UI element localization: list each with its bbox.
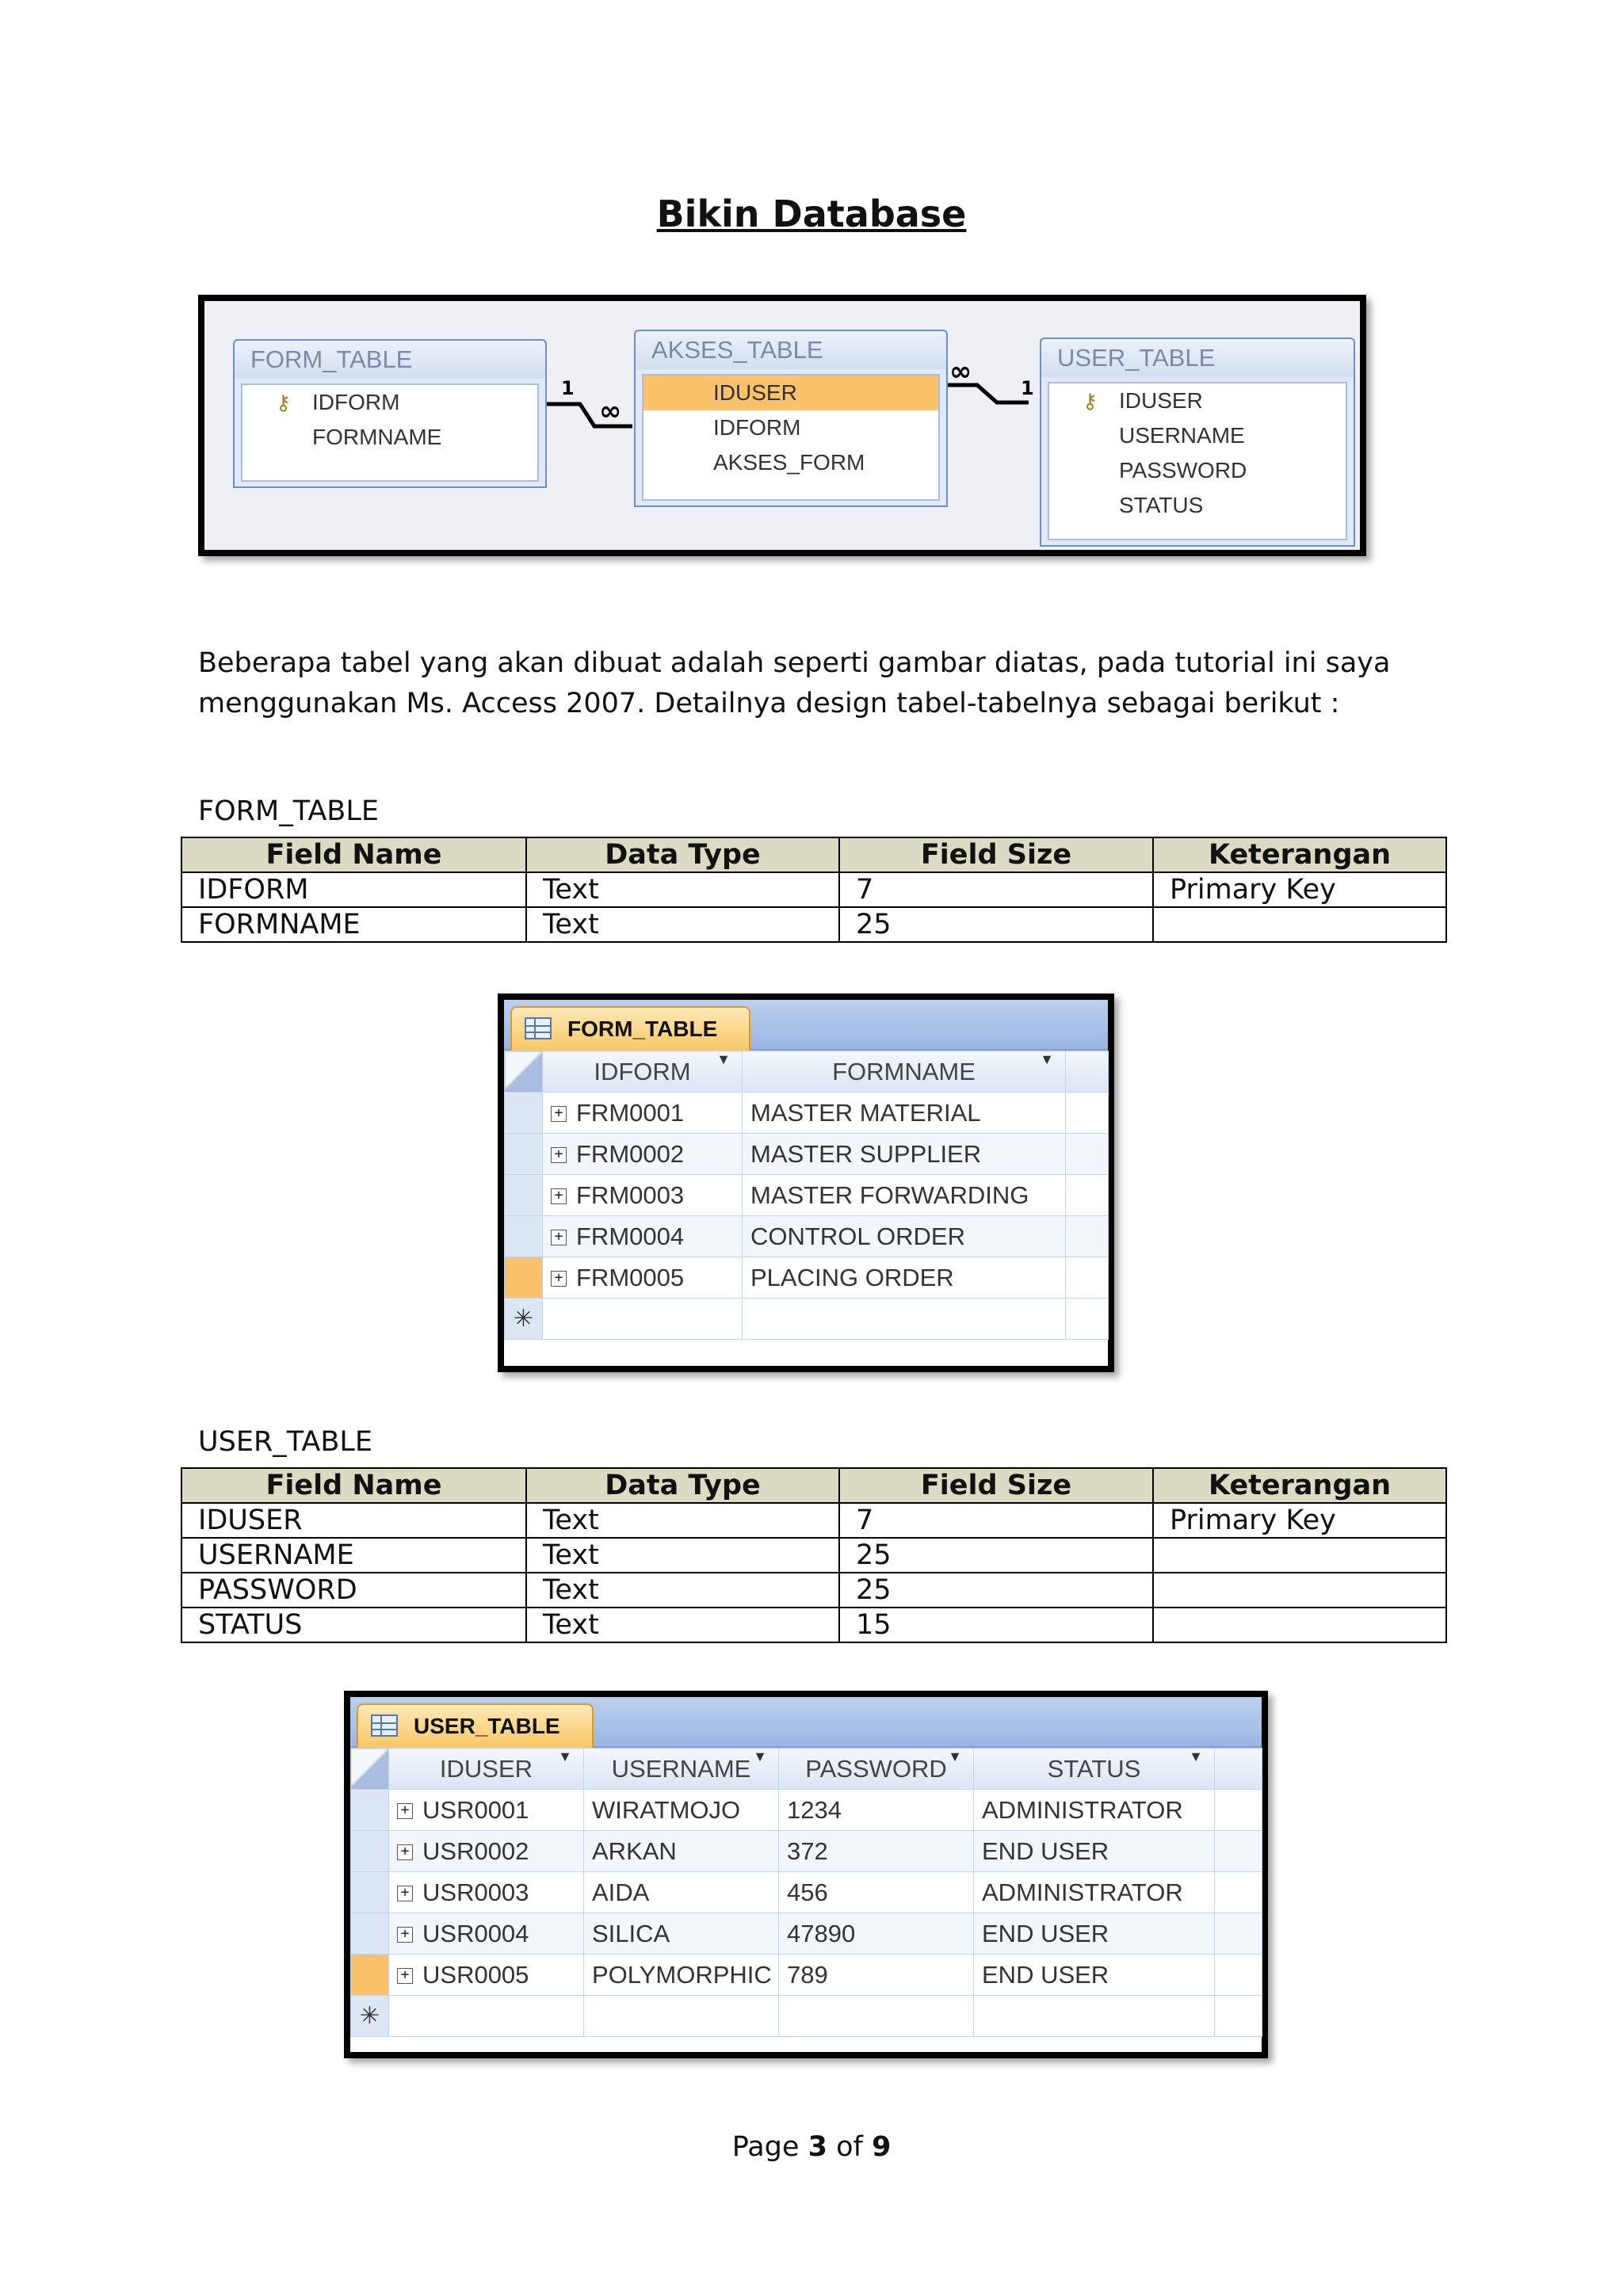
datasheet-cell[interactable]: + USR0001	[389, 1790, 584, 1831]
column-header-username[interactable]: USERNAME ▼	[584, 1749, 779, 1790]
datasheet-tabbar	[350, 1697, 1262, 1748]
header-spacer	[1066, 1051, 1109, 1093]
datasheet-cell[interactable]: MASTER FORWARDING	[743, 1175, 1066, 1216]
datasheet-cell[interactable]: + FRM0001	[543, 1093, 743, 1134]
column-header-status[interactable]: STATUS ▼	[974, 1749, 1215, 1790]
table-cell: USERNAME	[181, 1538, 526, 1573]
row-selector[interactable]	[505, 1175, 543, 1216]
total-page-number: 9	[871, 2131, 892, 2163]
datasheet-cell-empty[interactable]	[389, 1996, 584, 2037]
user-table-design	[181, 1467, 1447, 1643]
datasheet-cell[interactable]: END USER	[974, 1913, 1215, 1955]
relation-one-label: 1	[1021, 377, 1034, 399]
datasheet-cell[interactable]: 456	[779, 1872, 974, 1913]
datasheet-row	[505, 1216, 1109, 1257]
datasheet-cell[interactable]: END USER	[974, 1831, 1215, 1872]
datasheet-cell-empty	[1215, 1831, 1262, 1872]
diagram-field: AKSES_FORM	[713, 450, 865, 475]
datasheet-cell[interactable]: MASTER SUPPLIER	[743, 1134, 1066, 1175]
datasheet-row	[505, 1134, 1109, 1175]
table-cell: Primary Key	[1153, 872, 1446, 907]
datasheet-cell-empty[interactable]	[974, 1996, 1215, 2037]
diagram-user-table[interactable]	[1040, 338, 1355, 547]
datasheet-cell-empty	[1066, 1216, 1109, 1257]
column-header: Data Type	[526, 837, 839, 872]
table-cell: 15	[839, 1608, 1153, 1642]
diagram-form-table[interactable]	[233, 339, 547, 488]
key-icon: ⚷	[276, 391, 292, 414]
table-cell: FORMNAME	[181, 907, 526, 942]
datasheet-row	[351, 1831, 1262, 1872]
table-cell: IDUSER	[181, 1503, 526, 1538]
table-cell: STATUS	[181, 1608, 526, 1642]
table-cell	[1153, 1573, 1446, 1608]
diagram-table-title: AKSES_TABLE	[636, 331, 946, 369]
select-all-corner[interactable]	[505, 1051, 543, 1093]
expand-icon[interactable]: +	[397, 1803, 413, 1819]
datasheet-cell[interactable]: 47890	[779, 1913, 974, 1955]
relation-one-label: 1	[561, 377, 575, 399]
relation-many-label: ∞	[599, 395, 622, 427]
datasheet-cell[interactable]: + USR0003	[389, 1872, 584, 1913]
datasheet-cell-empty[interactable]	[779, 1996, 974, 2037]
diagram-field: ⚷ IDUSER	[1049, 383, 1346, 418]
table-row	[181, 1608, 1446, 1642]
dropdown-arrow-icon: ▼	[1040, 1051, 1054, 1067]
diagram-akses-table[interactable]	[634, 330, 948, 507]
expand-icon[interactable]: +	[551, 1106, 567, 1122]
datasheet-header-row	[505, 1051, 1109, 1093]
column-header-iduser[interactable]: IDUSER ▼	[389, 1749, 584, 1790]
datasheet-row	[505, 1175, 1109, 1216]
datasheet-cell[interactable]: + FRM0002	[543, 1134, 743, 1175]
datasheet-new-row	[351, 1996, 1262, 2037]
table-cell: IDFORM	[181, 872, 526, 907]
datasheet-cell[interactable]: POLYMORPHIC	[584, 1955, 779, 1996]
column-header: Field Name	[181, 1468, 526, 1503]
table-header-row	[181, 837, 1446, 872]
column-header: Field Size	[839, 837, 1153, 872]
datasheet-cell[interactable]: MASTER MATERIAL	[743, 1093, 1066, 1134]
table-cell: 25	[839, 907, 1153, 942]
table-cell: Primary Key	[1153, 1503, 1446, 1538]
row-selector-current[interactable]	[351, 1955, 389, 1996]
page-title: Bikin Database	[656, 193, 967, 235]
row-selector-current[interactable]	[505, 1257, 543, 1299]
column-header-password[interactable]: PASSWORD ▼	[779, 1749, 974, 1790]
table-cell: Text	[526, 907, 839, 942]
column-header: Field Size	[839, 1468, 1153, 1503]
datasheet-cell[interactable]: ADMINISTRATOR	[974, 1872, 1215, 1913]
table-cell: Text	[526, 1503, 839, 1538]
user-table-label: USER_TABLE	[198, 1426, 372, 1458]
datasheet-cell[interactable]: 789	[779, 1955, 974, 1996]
datasheet-cell[interactable]: SILICA	[584, 1913, 779, 1955]
form-datasheet	[498, 994, 1114, 1372]
column-header-formname[interactable]: FORMNAME ▼	[743, 1051, 1066, 1093]
datasheet-new-row	[505, 1299, 1109, 1340]
diagram-field: PASSWORD	[1119, 458, 1247, 482]
diagram-field: USERNAME	[1119, 423, 1245, 448]
dropdown-arrow-icon: ▼	[948, 1749, 962, 1764]
dropdown-arrow-icon: ▼	[1189, 1749, 1203, 1764]
row-selector[interactable]	[505, 1216, 543, 1257]
table-row	[181, 1538, 1446, 1573]
expand-icon[interactable]: +	[397, 1968, 413, 1984]
table-icon	[525, 1017, 552, 1039]
diagram-field: ⚷ IDFORM	[242, 385, 537, 420]
row-selector[interactable]	[505, 1134, 543, 1175]
column-header: Data Type	[526, 1468, 839, 1503]
expand-icon[interactable]: +	[551, 1147, 567, 1163]
page-footer	[0, 2131, 1623, 2163]
table-cell: 7	[839, 1503, 1153, 1538]
table-row	[181, 872, 1446, 907]
datasheet-row-current	[351, 1955, 1262, 1996]
dropdown-arrow-icon: ▼	[753, 1749, 767, 1764]
expand-icon[interactable]: +	[551, 1271, 567, 1287]
relationship-diagram	[198, 295, 1366, 556]
expand-icon[interactable]: +	[397, 1844, 413, 1860]
footer-of: of	[836, 2131, 863, 2163]
datasheet-cell-empty	[1066, 1257, 1109, 1299]
new-record-icon[interactable]: ✳	[351, 1996, 389, 2037]
form-table-label: FORM_TABLE	[198, 795, 379, 827]
dropdown-arrow-icon: ▼	[716, 1051, 731, 1067]
diagram-field: IDFORM	[713, 415, 801, 440]
relation-line-akses-user	[940, 385, 1029, 402]
row-selector[interactable]	[351, 1790, 389, 1831]
datasheet-tabbar	[504, 1000, 1108, 1051]
expand-icon[interactable]: +	[551, 1230, 567, 1245]
current-page-number: 3	[808, 2131, 827, 2163]
datasheet-row-current	[505, 1257, 1109, 1299]
datasheet-cell[interactable]: + FRM0004	[543, 1216, 743, 1257]
row-selector[interactable]	[505, 1093, 543, 1134]
diagram-table-title: FORM_TABLE	[235, 341, 545, 379]
datasheet-cell-empty[interactable]	[584, 1996, 779, 2037]
datasheet-cell[interactable]: + USR0004	[389, 1913, 584, 1955]
row-selector[interactable]	[351, 1831, 389, 1872]
diagram-field: IDUSER	[643, 376, 938, 410]
dropdown-arrow-icon: ▼	[558, 1749, 572, 1764]
datasheet-cell[interactable]: CONTROL ORDER	[743, 1216, 1066, 1257]
datasheet-grid	[350, 1748, 1262, 2037]
datasheet-cell[interactable]: + USR0005	[389, 1955, 584, 1996]
table-header-row	[181, 1468, 1446, 1503]
table-cell: Text	[526, 1538, 839, 1573]
datasheet-row	[351, 1872, 1262, 1913]
tab-form-table[interactable]: FORM_TABLE	[510, 1006, 750, 1051]
datasheet-cell-empty	[1215, 1790, 1262, 1831]
expand-icon[interactable]: +	[397, 1927, 413, 1943]
paragraph-line: menggunakan Ms. Access 2007. Detailnya design tabel-tabelnya sebagai berikut :	[198, 688, 1340, 719]
datasheet-cell-empty	[1215, 1955, 1262, 1996]
table-cell: PASSWORD	[181, 1573, 526, 1608]
expand-icon[interactable]: +	[397, 1886, 413, 1901]
datasheet-row	[351, 1913, 1262, 1955]
table-cell	[1153, 907, 1446, 942]
datasheet-cell[interactable]: 372	[779, 1831, 974, 1872]
diagram-table-title: USER_TABLE	[1041, 339, 1354, 377]
user-datasheet	[344, 1691, 1268, 2058]
datasheet-grid	[504, 1051, 1109, 1340]
form-table-design	[181, 837, 1447, 943]
table-cell	[1153, 1538, 1446, 1573]
table-cell	[1153, 1608, 1446, 1642]
diagram-field: STATUS	[1119, 493, 1204, 517]
table-row	[181, 907, 1446, 942]
datasheet-cell-empty	[1066, 1299, 1109, 1340]
datasheet-cell-empty[interactable]	[743, 1299, 1066, 1340]
datasheet-row	[351, 1790, 1262, 1831]
table-icon	[371, 1714, 398, 1737]
datasheet-cell-empty	[1066, 1093, 1109, 1134]
table-cell: Text	[526, 1573, 839, 1608]
datasheet-cell[interactable]: ARKAN	[584, 1831, 779, 1872]
select-all-corner[interactable]	[351, 1749, 389, 1790]
column-header-idform[interactable]: IDFORM ▼	[543, 1051, 743, 1093]
table-row	[181, 1573, 1446, 1608]
relation-many-label: ∞	[949, 356, 972, 387]
row-selector[interactable]	[351, 1913, 389, 1955]
table-cell: 25	[839, 1538, 1153, 1573]
paragraph-line: Beberapa tabel yang akan dibuat adalah seperti gambar diatas, pada tutorial ini saya	[198, 647, 1391, 679]
datasheet-cell[interactable]: + FRM0005	[543, 1257, 743, 1299]
table-cell: 7	[839, 872, 1153, 907]
column-header: Keterangan	[1153, 1468, 1446, 1503]
datasheet-cell[interactable]: + USR0002	[389, 1831, 584, 1872]
datasheet-row	[505, 1093, 1109, 1134]
datasheet-cell-empty[interactable]	[543, 1299, 743, 1340]
column-header: Field Name	[181, 837, 526, 872]
table-cell: 25	[839, 1573, 1153, 1608]
datasheet-cell[interactable]: END USER	[974, 1955, 1215, 1996]
datasheet-cell[interactable]: + FRM0003	[543, 1175, 743, 1216]
tab-user-table[interactable]: USER_TABLE	[357, 1703, 594, 1748]
datasheet-cell[interactable]: ADMINISTRATOR	[974, 1790, 1215, 1831]
datasheet-cell-empty	[1066, 1134, 1109, 1175]
datasheet-cell-empty	[1215, 1996, 1262, 2037]
table-cell: Text	[526, 872, 839, 907]
datasheet-cell[interactable]: AIDA	[584, 1872, 779, 1913]
datasheet-cell-empty	[1215, 1872, 1262, 1913]
datasheet-cell[interactable]: PLACING ORDER	[743, 1257, 1066, 1299]
footer-prefix: Page	[731, 2131, 800, 2163]
datasheet-cell-empty	[1066, 1175, 1109, 1216]
column-header: Keterangan	[1153, 837, 1446, 872]
intro-paragraph	[198, 643, 1434, 724]
expand-icon[interactable]: +	[551, 1188, 567, 1204]
datasheet-cell-empty	[1215, 1913, 1262, 1955]
key-icon: ⚷	[1083, 389, 1098, 413]
table-cell: Text	[526, 1608, 839, 1642]
datasheet-cell[interactable]: WIRATMOJO	[584, 1790, 779, 1831]
diagram-field: FORMNAME	[312, 425, 442, 449]
header-spacer	[1215, 1749, 1262, 1790]
datasheet-cell[interactable]: 1234	[779, 1790, 974, 1831]
datasheet-header-row	[351, 1749, 1262, 1790]
new-record-icon[interactable]: ✳	[505, 1299, 543, 1340]
row-selector[interactable]	[351, 1872, 389, 1913]
table-row	[181, 1503, 1446, 1538]
